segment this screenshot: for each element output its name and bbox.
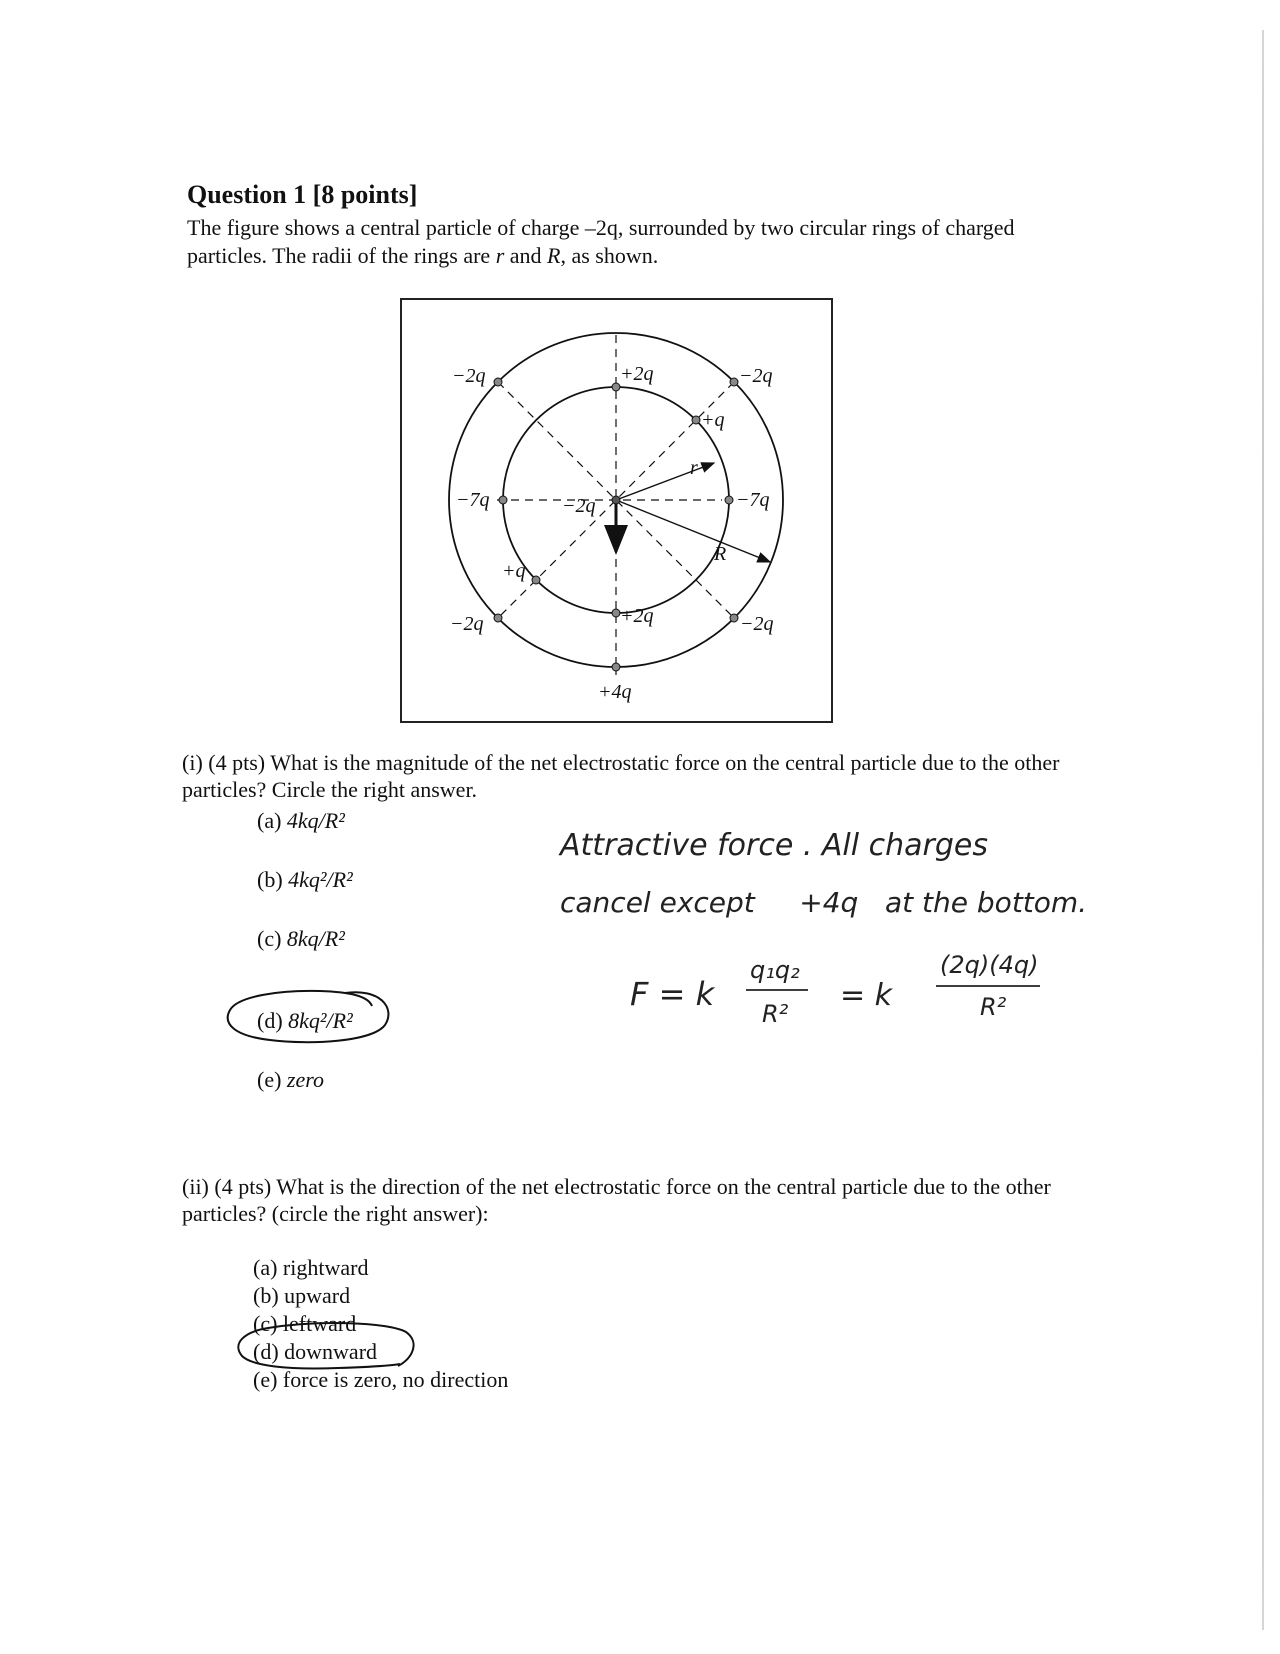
part-ii-option-d[interactable] [253,1338,508,1366]
option-letter: (b) [253,1283,279,1308]
option-text: 8kq/R² [286,926,345,951]
option-text: zero [286,1067,324,1092]
part-ii-prompt: (ii) (4 pts) What is the direction of the net electrostatic force on the central particle due to the other particles? (circle the right answer): [182,1174,1051,1226]
part-i-option-b[interactable] [257,867,353,893]
option-text: downward [284,1339,378,1364]
option-text: rightward [282,1255,369,1280]
particle-outer-bottom-left [494,614,502,622]
part-i-option-d[interactable] [257,1008,353,1034]
figure-svg [402,300,831,721]
option-text: 8kq²/R² [288,1008,353,1033]
particle-inner-lower-left [532,576,540,584]
option-letter: (e) [257,1067,282,1092]
part-i-option-a[interactable] [257,808,345,834]
handwritten-line-1: Attractive force . All charges [560,828,988,863]
label-outer-bottom-right: −2q [740,613,774,635]
option-letter: (e) [253,1367,278,1392]
label-radius-r: r [690,457,698,479]
label-center: −2q [562,495,596,517]
particle-outer-top-right [730,378,738,386]
part-ii-options [253,1254,508,1394]
option-letter: (b) [257,867,283,892]
option-letter: (d) [253,1339,279,1364]
option-letter: (a) [253,1255,278,1280]
particle-outer-top-left [494,378,502,386]
label-inner-right: −7q [736,489,770,511]
intro-text-2: and [504,243,548,268]
option-text: 4kq/R² [286,808,345,833]
label-inner-top: +2q [620,363,654,385]
label-inner-left: −7q [456,489,490,511]
part-i-option-c[interactable] [257,926,345,952]
handwritten-line-2: cancel except +4q at the bottom. [560,886,1088,919]
question-title: Question 1 [8 points] [187,180,418,209]
label-inner-bottom: +2q [620,605,654,627]
part-i-prompt: (i) (4 pts) What is the magnitude of the net electrostatic force on the central particle due to the other particles? Circle the right answer. [182,750,1060,802]
charge-ring-figure [400,298,833,723]
particle-outer-bottom-right [730,614,738,622]
particle-center [612,496,620,504]
label-outer-bottom: +4q [598,681,632,703]
part-ii-option-a[interactable] [253,1254,508,1282]
option-text: 4kq²/R² [288,867,353,892]
handwritten-frac1-den: R² [762,1000,789,1028]
label-outer-top-right: −2q [739,365,773,387]
option-text: force is zero, no direction [282,1367,509,1392]
particle-inner-upper-right [692,416,700,424]
intro-var-R: R [547,243,561,268]
intro-text-3: , as shown. [560,243,659,268]
option-text: leftward [282,1311,357,1336]
label-outer-bottom-left: −2q [450,613,484,635]
particle-outer-bottom [612,663,620,671]
particle-inner-top [612,383,620,391]
handwritten-eq2: = k [840,978,893,1013]
option-text: upward [284,1283,351,1308]
particle-inner-left [499,496,507,504]
handwritten-frac1-num: q₁q₂ [750,956,800,984]
particle-inner-bottom [612,609,620,617]
handwritten-frac2-num: (2q)(4q) [940,951,1039,979]
option-letter: (a) [257,808,282,833]
intro-text-1: The figure shows a central particle of charge –2q, surrounded by two circular rings of charged particles. The radii of the rings are [187,215,1015,268]
question-intro [187,214,1087,270]
particle-inner-right [725,496,733,504]
option-letter: (c) [257,926,282,951]
label-radius-R: R [714,543,727,565]
part-ii-option-e[interactable] [253,1366,508,1394]
part-ii-option-b[interactable] [253,1282,508,1310]
label-inner-lower-left: +q [502,560,526,582]
option-letter: (c) [253,1311,278,1336]
handwritten-note [540,810,1240,1050]
option-letter: (d) [257,1008,283,1033]
label-outer-top-left: −2q [452,365,486,387]
handwritten-f-eq: F = k [630,975,715,1013]
intro-var-r: r [495,243,505,268]
scan-edge-line [1262,30,1264,1630]
radius-r-arrow [616,463,714,500]
label-inner-upper-right: +q [701,409,725,431]
part-ii-option-c[interactable] [253,1310,508,1338]
part-i-option-e[interactable] [257,1067,324,1093]
handwritten-frac2-den: R² [980,993,1007,1021]
